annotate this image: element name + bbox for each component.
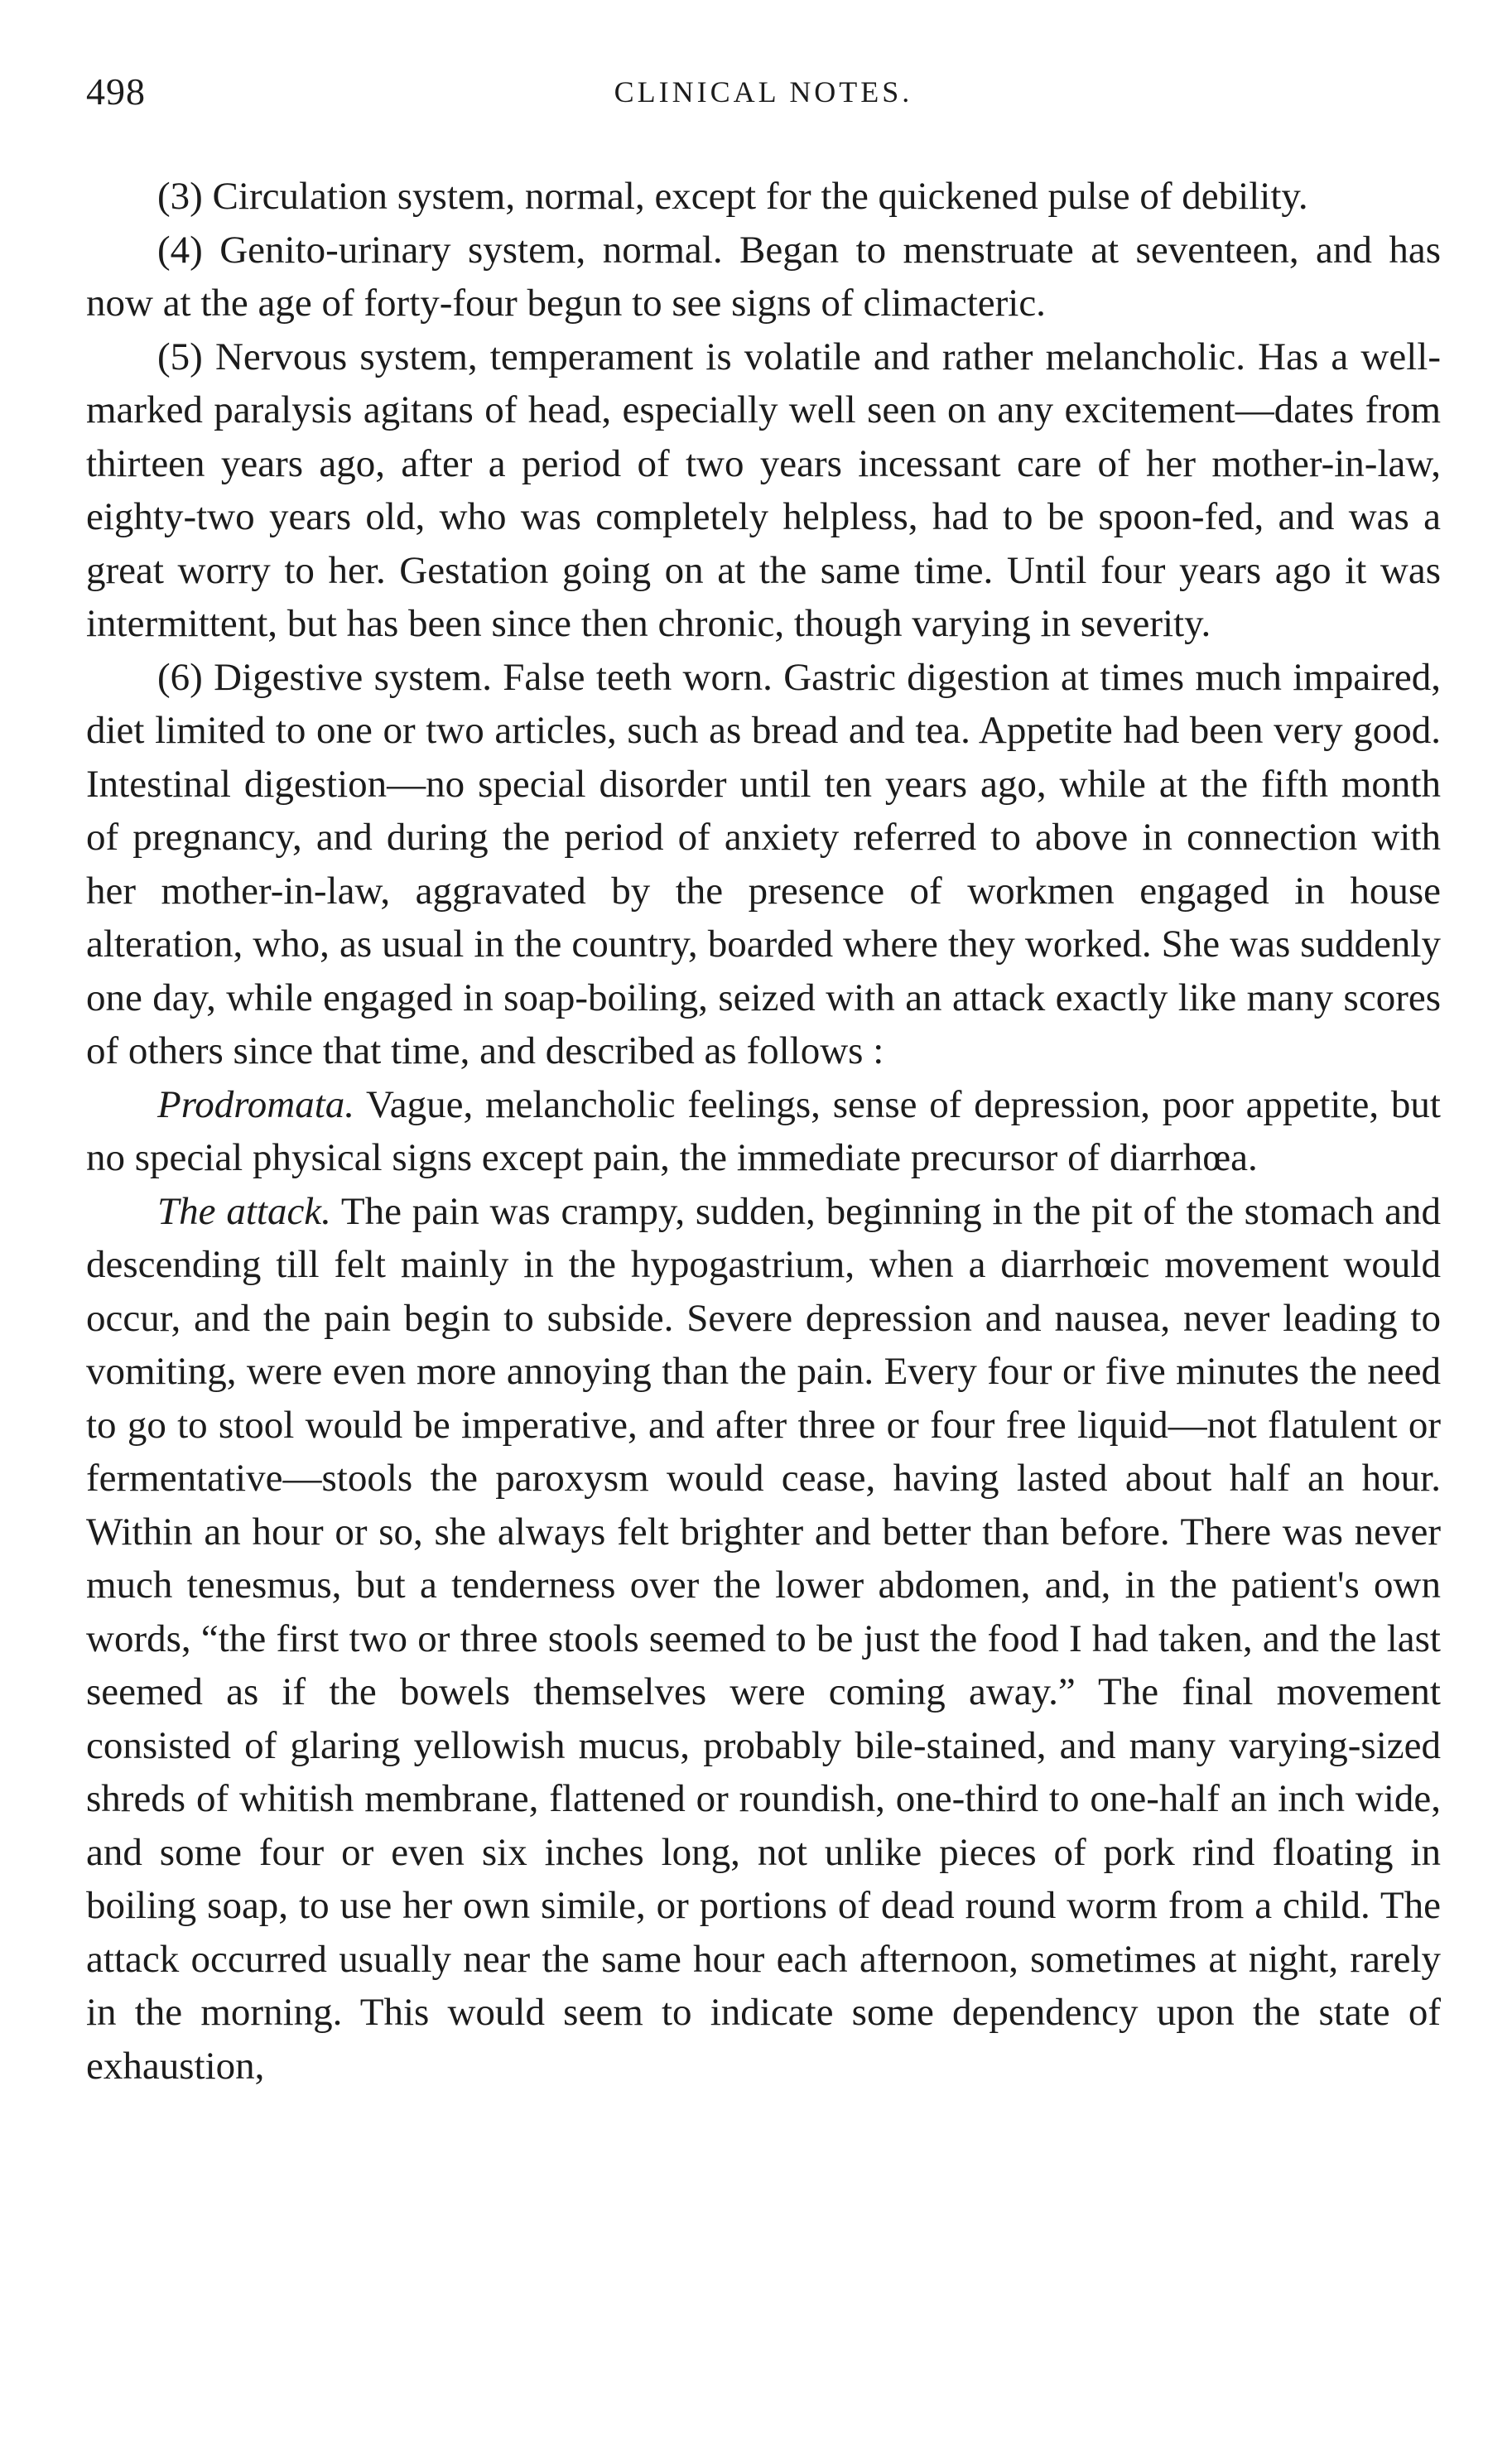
paragraph-text: (3) Circulation system, normal, except for the quickened pulse of debility. xyxy=(157,175,1308,218)
page-number: 498 xyxy=(86,70,146,113)
run-in-heading: Prodromata. xyxy=(157,1082,355,1126)
paragraph-the-attack xyxy=(86,1185,1441,2093)
paragraph-digestive-system xyxy=(86,651,1441,1078)
paragraph-genito-urinary xyxy=(86,224,1441,330)
paragraph-text: (4) Genito-urinary system, normal. Began to menstruate at seventeen, and has now at the age of forty-four begun to see signs of climacteric. xyxy=(86,228,1441,325)
paragraph-text: (5) Nervous system, temperament is volatile and rather melancholic. Has a well-marked paralysis agitans of head, especially well seen on any excitement—dates from thirteen years ago, after a period of two years incessant care of her mother-in-law, eighty-two years old, who was completely helpless, had to be spoon-fed, and was a great worry to her. Gestation going on at the same time. Until four years ago it was intermittent, but has been since then chronic, though varying in severity. xyxy=(86,335,1441,645)
running-head: CLINICAL NOTES. xyxy=(614,75,913,108)
page-header xyxy=(86,70,1441,119)
body-text xyxy=(86,170,1441,2093)
run-in-heading: The attack. xyxy=(157,1189,331,1233)
paragraph-text: Vague, melancholic feelings, sense of depression, poor appetite, but no special physical signs except pain, the immediate precursor of diarrhœa. xyxy=(86,1082,1441,1179)
paragraph-nervous-system xyxy=(86,330,1441,651)
paragraph-text: (6) Digestive system. False teeth worn. Gastric digestion at times much impaired, diet limited to one or two articles, such as bread and tea. Appetite had been very good. Intestinal digestion—no special disorder until ten years ago, while at the fifth month of pregnancy, and during the period of anxiety referred to above in connection with her mother-in-law, aggravated by the presence of workmen engaged in house alteration, who, as usual in the country, boarded where they worked. She was suddenly one day, while engaged in soap-boiling, seized with an attack exactly like many scores of others since that time, and described as follows : xyxy=(86,655,1441,1072)
paragraph-text: The pain was crampy, sudden, beginning in the pit of the stomach and descending till felt mainly in the hypogastrium, when a diarrhœic movement would occur, and the pain begin to subside. Severe depression and nausea, never leading to vomiting, were even more annoying than the pain. Every four or five minutes the need to go to stool would be imperative, and after three or four free liquid—not flatulent or fermentative—stools the paroxysm would cease, having lasted about half an hour. Within an hour or so, she always felt brighter and better than before. There was never much tenesmus, but a tenderness over the lower abdomen, and, in the patient's own words, “the first two or three stools seemed to be just the food I had taken, and the last seemed as if the bowels themselves were coming away.” The final movement consisted of glaring yellowish mucus, probably bile-stained, and many varying-sized shreds of whitish membrane, flattened or roundish, one-third to one-half an inch wide, and some four or even six inches long, not unlike pieces of pork rind floating in boiling soap, to use her own simile, or portions of dead round worm from a child. The attack occurred usually near the same hour each afternoon, sometimes at night, rarely in the morning. This would seem to indicate some dependency upon the state of exhaustion, xyxy=(86,1189,1441,2088)
paragraph-prodromata xyxy=(86,1078,1441,1185)
paragraph-circulation xyxy=(86,170,1441,224)
